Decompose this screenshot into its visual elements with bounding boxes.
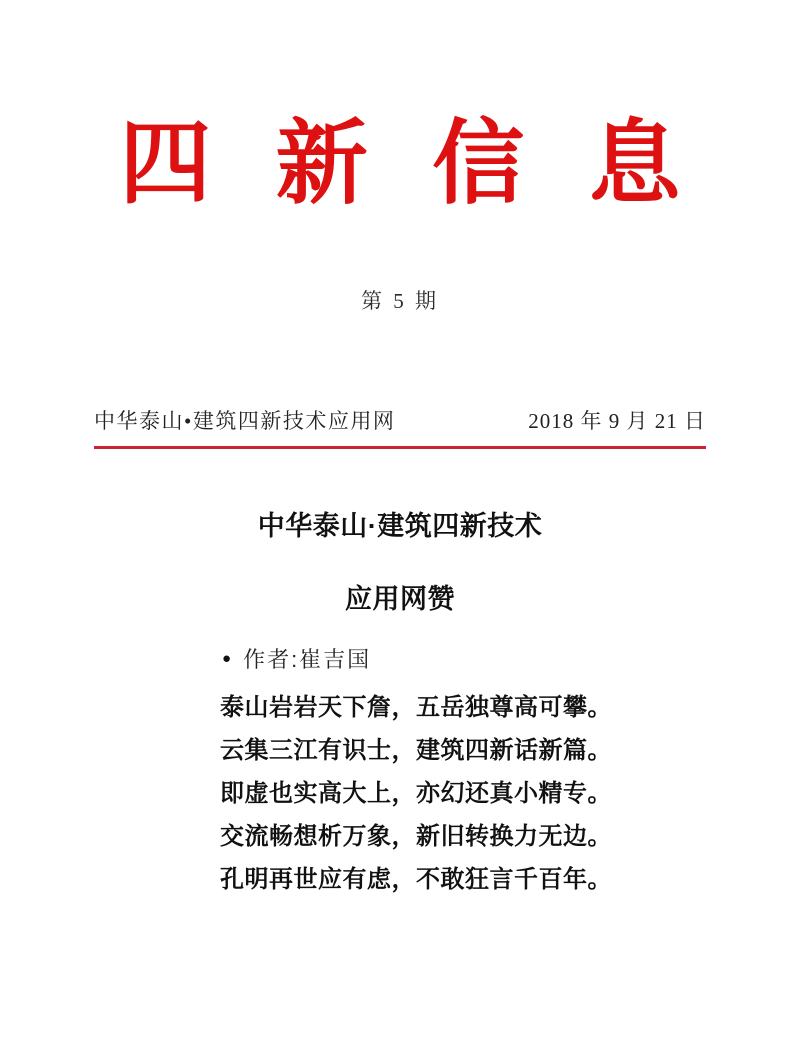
poem-line: 云集三江有识士，建筑四新话新篇。 — [220, 737, 612, 764]
poem-line: 即虚也实高大上，亦幻还真小精专。 — [220, 780, 612, 807]
masthead-title: 四新信息 — [119, 113, 745, 215]
site-name: 中华泰山•建筑四新技术应用网 — [94, 408, 396, 433]
poem-line: 泰山岩岩天下詹，五岳独尊高可攀。 — [220, 694, 612, 721]
author-name: 作者:崔吉国 — [243, 646, 372, 672]
publication-date: 2018 年 9 月 21 日 — [528, 408, 706, 433]
author-line — [222, 643, 800, 674]
bullet-icon: ● — [222, 649, 232, 667]
poem-line: 孔明再世应有虑，不敢狂言千百年。 — [220, 866, 612, 893]
article-title-line1: 中华泰山·建筑四新技术 — [257, 510, 543, 541]
poem-block — [220, 687, 800, 902]
red-divider-rule — [94, 446, 706, 449]
issue-number-label: 第 5 期 — [361, 288, 439, 313]
poem-line: 交流畅想析万象，新旧转换力无边。 — [220, 823, 612, 850]
header-row — [94, 405, 706, 435]
article-title-line2: 应用网赞 — [345, 583, 455, 614]
